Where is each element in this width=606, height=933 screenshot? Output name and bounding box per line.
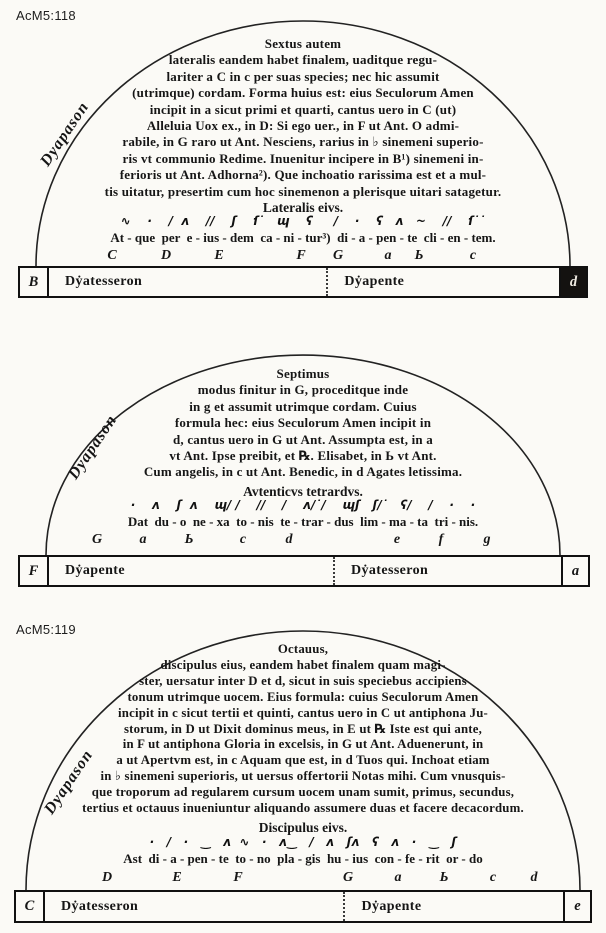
bar-right-pitch: d (559, 268, 586, 296)
arc-text-line: Cum angelis, in c ut Ant. Benedic, in d Agates letissima. (143, 464, 463, 480)
pitch-letter: d (530, 870, 538, 885)
pitch-letter: c (469, 248, 477, 263)
pitch-letter: g (483, 532, 491, 547)
pitch-letter: G (91, 532, 103, 547)
bar-left-pitch: B (20, 268, 49, 296)
bar-interval-2: Dẏapente (343, 892, 563, 921)
bar-interval-1: Dẏatesseron (61, 898, 139, 914)
arc-text-line: Octauus, (277, 642, 329, 656)
arc-text-line: vt Ant. Ipse preibit, et ℞. Elisabet, in Ь vt Ant. (169, 448, 437, 464)
arc-text-line: in ♭ sinemeni superioris, ut uersus offertorii Notas mihi. Cum vnusquis- (100, 769, 506, 784)
bar-interval-2: Dẏatesseron (333, 557, 561, 585)
arc-text-line: discipulus eius, eandem habet finalem quam magi- (160, 657, 446, 672)
arc-text-line: tertius et octauus inueniuntur aliquando assumere duas et facere decacordum. (82, 801, 524, 816)
arc-text-line: tis uitatur, presertim cum hoc sinemenon a plerisque uitari satagetur. (104, 183, 502, 199)
arc-text-line: formula hec: eius Seculorum Amen incipit in (174, 415, 432, 431)
pitch-letter: c (239, 532, 247, 547)
arc-text-line: rabile, in G raro ut Ant. Nesciens, rarius in ♭ sinemeni superio- (122, 134, 484, 150)
pitch-letter: a (394, 870, 402, 885)
pitch-letter: F (296, 248, 306, 263)
bar-left-pitch: C (16, 892, 45, 921)
neume-row: · / · ‿ ʌ ∿ · ʌ‿ / ʌ ʃʌ ʕ ʌ · ‿ ʃ (149, 835, 457, 849)
arc-text-line: lateralis eandem habet finalem, uaditque regu- (168, 52, 438, 68)
bar-interval-1: Dẏapente (65, 563, 125, 578)
arc-text-line: d, cantus uero in G ut Ant. Assumpta est, in a (173, 431, 433, 447)
pitch-letter: F (233, 870, 243, 885)
pitch-letter: G (342, 870, 354, 885)
arc-text-line: in g et assumit utrimque cordam. Cuius (189, 398, 417, 414)
arc-text (30, 642, 576, 817)
arc-text-line: Septimus (276, 366, 330, 381)
pitch-letter: D (101, 870, 113, 885)
pitch-letter: G (332, 248, 344, 263)
arc-text-line: Alleluia Uox ex., in D: Si ego uer., in F ut Ant. O admi- (146, 118, 460, 134)
bar-interval-2: Dẏapente (326, 268, 559, 296)
arc-text-line: que troporum ad regularem cursum uocem unam sumit, primus, secundus, (91, 785, 515, 800)
pitch-letter: a (139, 532, 147, 547)
arc-text-line: a ut Apertvm est, in c Aquam que est, in d Tuos qui. Inchoat etiam (116, 753, 490, 768)
bar-interval-1: Dẏatesseron (65, 274, 143, 289)
page-number-label: AcM5:118 (16, 8, 76, 23)
pitch-letter: E (172, 870, 182, 885)
pitch-letter: Ь (439, 870, 449, 885)
syllable-row: Ast di - a - pen - te to - no pla - gis hu - ius con - fe - rit or - do (123, 851, 483, 866)
diapason-label: Dyapason (37, 98, 93, 170)
page-number-label: AcM5:119 (16, 622, 76, 637)
pitch-letter: D (160, 248, 172, 263)
pitch-letter: f (438, 532, 444, 547)
neume-row: ∿ · / ʌ // ʃ ſ˙ ɰ ʕ / · ʕ ʌ ~ // ſ˙˙ (120, 214, 486, 228)
pitch-letter: E (214, 248, 224, 263)
neume-row: · ʌ ʃ ʌ ɰ/ / // / ʌ/˙/ ɰʃ ʃ/˙ ʕ/ / · · (130, 498, 476, 512)
arc-text-line: lariter a C in c per suas species; nec hic assumit (166, 68, 440, 84)
arc-text-line: incipit in a sicut primi et quarti, cantus uero in C (ut) (149, 101, 457, 117)
arc-text-line: ferioris ut Ant. Adhorna²). Que inchoatio rarissima est et a mul- (119, 167, 487, 183)
arc-text-line: Sextus autem (264, 36, 342, 51)
pitch-letter: C (107, 248, 117, 263)
pitch-letter: a (384, 248, 392, 263)
arc-text-line: (utrimque) cordam. Forma huius est: eius Seculorum Amen (132, 85, 474, 101)
diapason-label: Dyapason (41, 746, 97, 818)
bar-left-pitch: F (20, 557, 49, 585)
bar-right-pitch: e (563, 892, 590, 921)
arc-text-line: ris vt communio Redime. Inuenitur incipere in B¹) sinemeni in- (122, 150, 484, 166)
pitch-letter: c (489, 870, 497, 885)
chant-title: Avtenticvs tetrardvs. (243, 484, 363, 499)
syllable-row: At - que per e - ius - dem ca - ni - tur³) di - a - pen - te cli - en - tem. (110, 230, 496, 245)
pitch-letter: Ь (414, 248, 424, 263)
pitch-letter: e (393, 532, 401, 547)
arc-text-line: modus finitur in G, proceditque inde (197, 382, 409, 398)
syllable-row: Dat du - o ne - xa to - nis te - trar - dus lim - ma - ta tri - nis. (127, 514, 479, 529)
arc-text-line: in F ut antiphona Gloria in excelsis, in G ut Ant. Aduenerunt, in (122, 737, 484, 752)
pitch-letter: Ь (184, 532, 194, 547)
arc-text-line: storum, in D ut Dixit dominus meus, in E ut ℞ Iste est qui ante, (123, 721, 483, 736)
interval-bar (14, 890, 592, 923)
chant-title: Discipulus eivs. (258, 820, 348, 835)
bar-right-pitch: a (561, 557, 588, 585)
arc-text-line: tonum utrimque uocem. Eius formula: cuius Seculorum Amen (127, 689, 479, 704)
arc-text-line: incipit in c sicut tertii et quinti, cantus uero in C ut antiphona Ju- (118, 705, 488, 720)
chant-title: Lateralis eivs. (262, 200, 344, 215)
pitch-letter: d (285, 532, 293, 547)
arc-text-line: ster, uersatur inter D et d, sicut in suis speciebus accipiens (139, 673, 467, 688)
diapason-label: Dyapason (65, 411, 121, 483)
letters-row (0, 870, 606, 888)
